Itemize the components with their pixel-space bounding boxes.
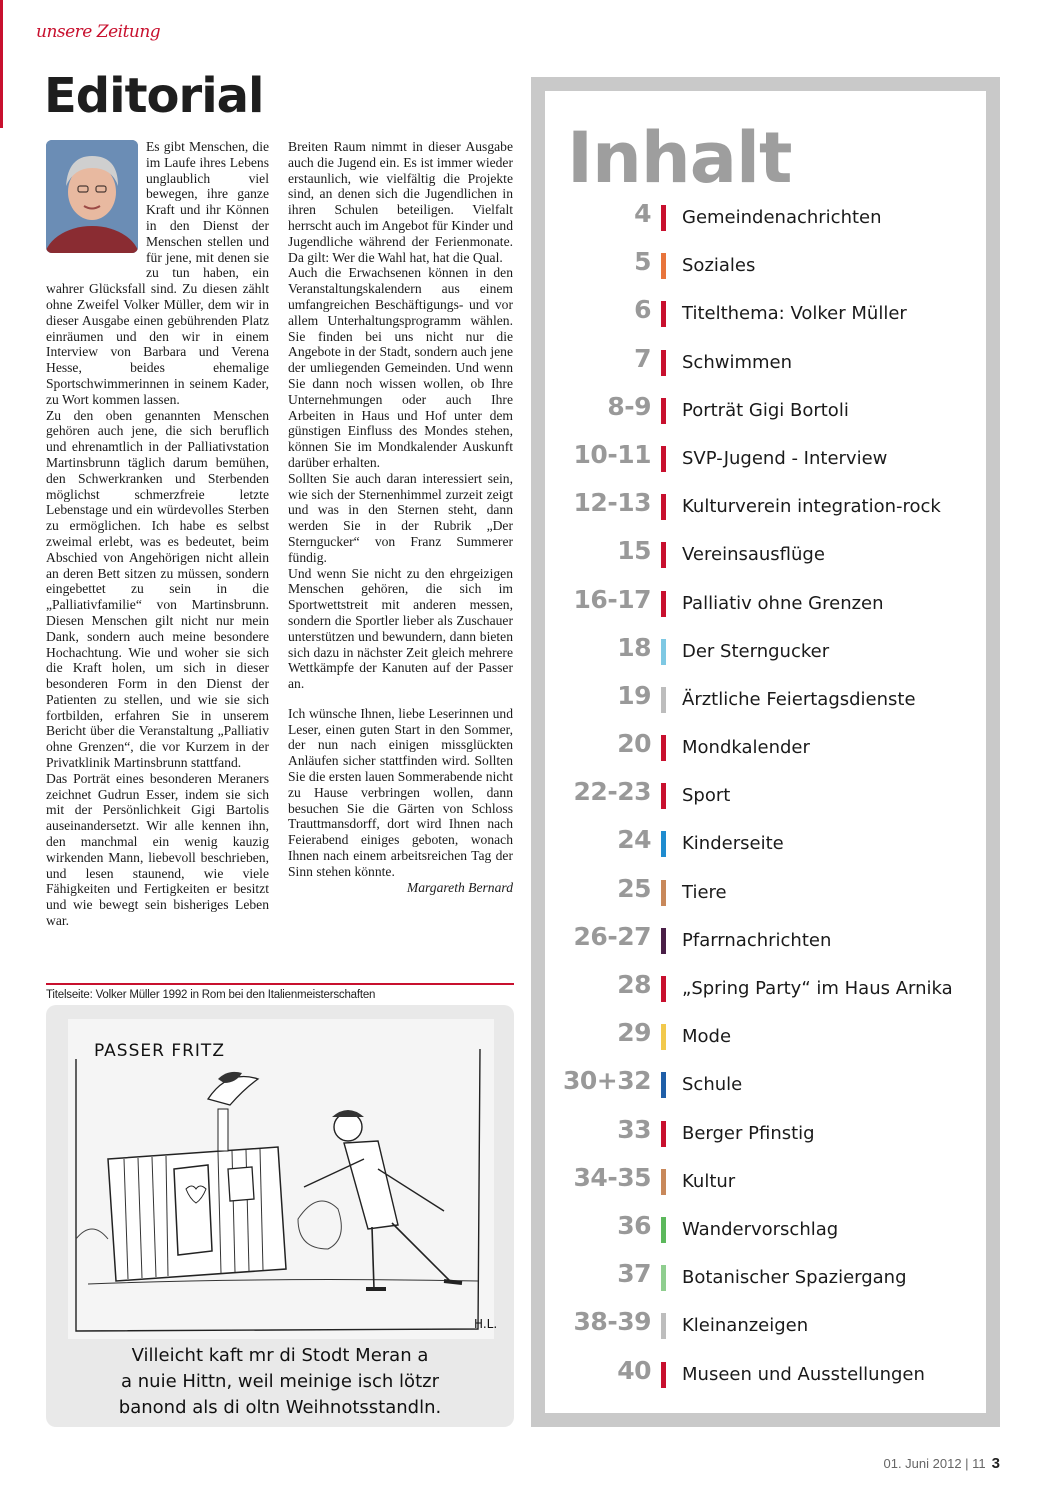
toc-color-marker xyxy=(661,205,666,231)
table-of-contents-box xyxy=(531,77,1000,1427)
toc-color-marker xyxy=(661,1121,666,1147)
editorial-paragraph: Das Porträt eines besonderen Meraners zeichnet Gudrun Esser, indem sie sich mit der Persönlichkeit Gigi Bartolis auseinandersetzt. Wir alle kennen ihn, den manchmal ein wenig kauzig wirkenden Mann, liebevoll beschrieben, und lesen staunend, wie viele Fähigkeiten und Fertigkeiten er besitzt und wie bewegt sein bisheriges Leben war. xyxy=(46,770,269,929)
toc-color-marker xyxy=(661,976,666,1002)
toc-color-marker xyxy=(661,350,666,376)
toc-item[interactable] xyxy=(545,1157,986,1205)
toc-color-marker xyxy=(661,639,666,665)
toc-color-marker xyxy=(661,398,666,424)
editorial-paragraph: Breiten Raum nimmt in dieser Ausgabe auch die Jugend ein. Es ist immer wieder erstaunlich, wie vielfältig die Projekte sind, an denen sich die Jugendlichen in ihren Schulen beteiligen. Vielfalt herrscht auch im Angebot für Kinder und Jugendliche während der Ferienmonate. Da gilt: Wer die Wahl hat, hat die Qual. xyxy=(288,139,513,265)
toc-label: SVP-Jugend - Interview xyxy=(682,447,888,469)
toc-color-marker xyxy=(661,446,666,472)
toc-item[interactable] xyxy=(545,289,986,337)
toc-item[interactable] xyxy=(545,627,986,675)
toc-color-marker xyxy=(661,928,666,954)
toc-page-number: 38-39 xyxy=(573,1307,651,1337)
editorial-title: Editorial xyxy=(44,68,264,124)
toc-color-marker xyxy=(661,1169,666,1195)
toc-label: Kleinanzeigen xyxy=(682,1315,809,1337)
editorial-paragraph: Und wenn Sie nicht zu den ehrgeizigen Menschen gehören, die sich im Sportwettstreit mit anderen messen, sondern die Sportler lieber als Zuschauer unterstützen und bewundern, dann bieten sich dazu in nächster Zeit gleich mehrere Wettkämpfe der Kanuten auf der Passer an. xyxy=(288,565,513,692)
toc-color-marker xyxy=(661,735,666,761)
toc-label: Mode xyxy=(682,1026,732,1048)
editorial-closing: Ich wünsche Ihnen, liebe Leserinnen und Leser, einen guten Start in den Sommer, der nun nach einigen missglückten Anläufen sicher stattfinden wird. Sollten Sie die ersten lauen Sommerabende nicht zu Hause verbringen wollen, dann besuchen Sie die Gärten von Schloss Trauttmansdorff, dort wird Ihnen nach Feierabend einiges geboten, wonach Ihnen nach einem arbeitsreichen Tag der Sinn stehen könnte. xyxy=(288,705,513,879)
cartoon-drawing xyxy=(68,1019,498,1339)
toc-label: Titelthema: Volker Müller xyxy=(682,303,907,325)
toc-item[interactable] xyxy=(545,579,986,627)
toc-page-number: 34-35 xyxy=(573,1162,651,1192)
toc-page-number: 28 xyxy=(617,970,651,999)
toc-item[interactable] xyxy=(545,1205,986,1253)
toc-page-number: 40 xyxy=(617,1355,651,1385)
editorial-signature: Margareth Bernard xyxy=(406,879,513,895)
toc-page-number: 29 xyxy=(617,1018,651,1048)
editorial-column-1 xyxy=(46,139,269,929)
page-number: 3 xyxy=(991,1455,1000,1472)
toc-item[interactable] xyxy=(545,1350,986,1398)
toc-color-marker xyxy=(661,783,666,809)
toc-page-number: 7 xyxy=(634,343,651,373)
publication-logo: unsere Zeitung xyxy=(36,22,161,42)
page-footer xyxy=(883,1455,1000,1472)
inhalt-title: Inhalt xyxy=(567,117,792,199)
toc-label: Mondkalender xyxy=(682,737,810,759)
toc-item[interactable] xyxy=(545,916,986,964)
toc-page-number: 12-13 xyxy=(573,488,651,518)
toc-item[interactable] xyxy=(545,338,986,386)
toc-label: „Spring Party“ im Haus Arnika xyxy=(682,978,953,999)
toc-color-marker xyxy=(661,1024,666,1050)
toc-color-marker xyxy=(661,301,666,327)
edge-accent-bar xyxy=(0,0,3,128)
cartoon-caption xyxy=(56,1343,504,1421)
cartoon-caption-line: Villeicht kaft mr di Stodt Meran a xyxy=(131,1345,429,1366)
toc-color-marker xyxy=(661,253,666,279)
toc-item[interactable] xyxy=(545,434,986,482)
editorial-paragraph: Sollten Sie auch daran interessiert sein, wie sich der Sternenhimmel zurzeit zeigt und was in den Sternen steht, dann werden Sie in der Rubrik „Der Sterngucker“ von Franz Summerer fündig. xyxy=(288,470,513,565)
cartoon-artist-signature: H.L. xyxy=(474,1317,498,1331)
toc-page-number: 15 xyxy=(617,536,651,566)
toc-item[interactable] xyxy=(545,193,986,241)
toc-page-number: 4 xyxy=(634,199,651,228)
toc-page-number: 10-11 xyxy=(573,439,651,469)
cartoon-caption-line: banond als di oltn Weihnotsstandln. xyxy=(118,1397,442,1418)
toc-color-marker xyxy=(661,1217,666,1243)
toc-page-number: 37 xyxy=(617,1259,651,1289)
toc-item[interactable] xyxy=(545,1012,986,1060)
toc-color-marker xyxy=(661,880,666,906)
toc-label: Vereinsausflüge xyxy=(682,544,825,566)
toc-label: Berger Pfinstig xyxy=(682,1122,815,1144)
toc-page-number: 16-17 xyxy=(573,584,651,614)
editorial-paragraph: Auch die Erwachsenen können in den Veranstaltungskalendern aus einem umfangreichen Beschäftigungs- und vor allem Unterhaltungsprogramm wählen. Sie finden bei uns nicht nur die Angebote in der Stadt, sondern auch jene der umliegenden Gemeinden. Und wenn Sie dann noch wissen wollen, ob Ihre Unternehmungen oder auch Ihre Arbeiten in Haus und Hof unter dem günstigen Einfluss des Mondes stehen, können Sie im Mondkalender Auskunft darüber erhalten. xyxy=(288,265,513,470)
toc-page-number: 19 xyxy=(617,680,651,710)
cover-caption: Titelseite: Volker Müller 1992 in Rom bei den Italienmeisterschaften xyxy=(46,983,514,1001)
toc-label: Botanischer Spaziergang xyxy=(682,1267,907,1289)
toc-item[interactable] xyxy=(545,723,986,771)
toc-page-number: 22-23 xyxy=(573,777,651,807)
issue-date: 01. Juni 2012 | 11 xyxy=(883,1456,986,1471)
toc-item[interactable] xyxy=(545,386,986,434)
toc-label: Ärztliche Feiertagsdienste xyxy=(682,688,916,710)
cartoon-title: PASSER FRITZ xyxy=(94,1041,225,1061)
editorial-paragraph: Zu den oben genannten Menschen gehören auch jene, die sich beruflich und ehrenamtlich in der Palliativstation Martinsbrunn täglich darum bemühen, den Schwerkranken und Sterbenden möglichst schmerzfreie letzte Lebenstage und ein würdevolles Sterben zu ermöglichen. Ich habe es selbst zweimal erlebt, was es bedeutet, beim Abschied von Angehörigen nicht allein an deren Bett sitzen zu müssen, sondern eingebettet zu sein in die „Palliativfamilie“ von Martinsbrunn. Diesen Menschen gilt nicht nur mein Dank, sondern auch meine besondere Hochachtung. Wie und woher sie sich die Kraft holen, um sich in dieser besonderen Form in den Dienst der Patienten zu stellen, und wie sie sich fortbilden, erfahren Sie in unserem Bericht über die Veranstaltung „Palliativ ohne Grenzen“, die vor Kurzem in der Privatklinik Martinsbrunn stattfand. xyxy=(46,407,269,771)
toc-item[interactable] xyxy=(545,530,986,578)
toc-color-marker xyxy=(661,1362,666,1388)
toc-page-number: 6 xyxy=(634,295,651,325)
toc-item[interactable] xyxy=(545,868,986,916)
toc-label: Soziales xyxy=(682,255,756,277)
toc-item[interactable] xyxy=(545,819,986,867)
editorial-column-2 xyxy=(288,139,513,895)
toc-color-marker xyxy=(661,542,666,568)
toc-label: Kinderseite xyxy=(682,833,784,855)
cartoon-passer-fritz xyxy=(46,1005,514,1427)
toc-label: Schwimmen xyxy=(682,351,793,373)
toc-label: Kulturverein integration-rock xyxy=(682,496,941,518)
toc-item[interactable] xyxy=(545,482,986,530)
toc-label: Gemeindenachrichten xyxy=(682,207,882,228)
toc-item[interactable] xyxy=(545,1253,986,1301)
cartoon-caption-line: a nuie Hittn, weil meinige isch lötzr xyxy=(121,1371,439,1392)
toc-list xyxy=(545,193,986,1398)
toc-page-number: 26-27 xyxy=(573,921,651,951)
toc-label: Der Sterngucker xyxy=(682,640,830,662)
toc-label: Sport xyxy=(682,785,731,807)
toc-color-marker xyxy=(661,831,666,857)
toc-label: Pfarrnachrichten xyxy=(682,929,832,951)
toc-label: Palliativ ohne Grenzen xyxy=(682,592,884,614)
toc-page-number: 25 xyxy=(617,873,651,903)
toc-item[interactable] xyxy=(545,241,986,289)
toc-page-number: 33 xyxy=(617,1114,651,1144)
editorial-paragraph: Es gibt Menschen, die im Laufe ihres Lebens unglaublich viel bewegen, ihre ganze Kraft und ihr Können in den Dienst der Menschen stellen und für jene, mit denen sie zu tun haben, ein wahrer Glücksfall sind. Zu diesen zählt ohne Zweifel Volker Müller, dem wir in dieser Ausgabe einen gebührenden Platz einräumen und den wir in einem Interview von Barbara und Verena Hesse, beides ehemalige Sportschwimmerinnen in seinem Kader, zu Wort kommen lassen. xyxy=(46,139,269,407)
toc-color-marker xyxy=(661,591,666,617)
toc-label: Museen und Ausstellungen xyxy=(682,1363,925,1385)
toc-item[interactable] xyxy=(545,964,986,1012)
toc-page-number: 18 xyxy=(617,632,651,662)
toc-label: Kultur xyxy=(682,1170,736,1192)
toc-color-marker xyxy=(661,687,666,713)
toc-page-number: 30+32 xyxy=(562,1066,651,1096)
toc-page-number: 5 xyxy=(634,247,651,277)
toc-page-number: 24 xyxy=(617,825,651,855)
toc-label: Schule xyxy=(682,1074,743,1096)
toc-item[interactable] xyxy=(545,771,986,819)
toc-item[interactable] xyxy=(545,1301,986,1349)
toc-page-number: 36 xyxy=(617,1210,651,1240)
toc-label: Porträt Gigi Bortoli xyxy=(682,399,849,421)
toc-color-marker xyxy=(661,1265,666,1291)
toc-label: Wandervorschlag xyxy=(682,1218,839,1240)
toc-page-number: 20 xyxy=(617,729,651,759)
toc-item[interactable] xyxy=(545,1109,986,1157)
toc-color-marker xyxy=(661,494,666,520)
toc-page-number: 8-9 xyxy=(607,391,651,421)
toc-label: Tiere xyxy=(682,881,727,903)
toc-color-marker xyxy=(661,1313,666,1339)
toc-item[interactable] xyxy=(545,675,986,723)
toc-color-marker xyxy=(661,1072,666,1098)
toc-item[interactable] xyxy=(545,1060,986,1108)
